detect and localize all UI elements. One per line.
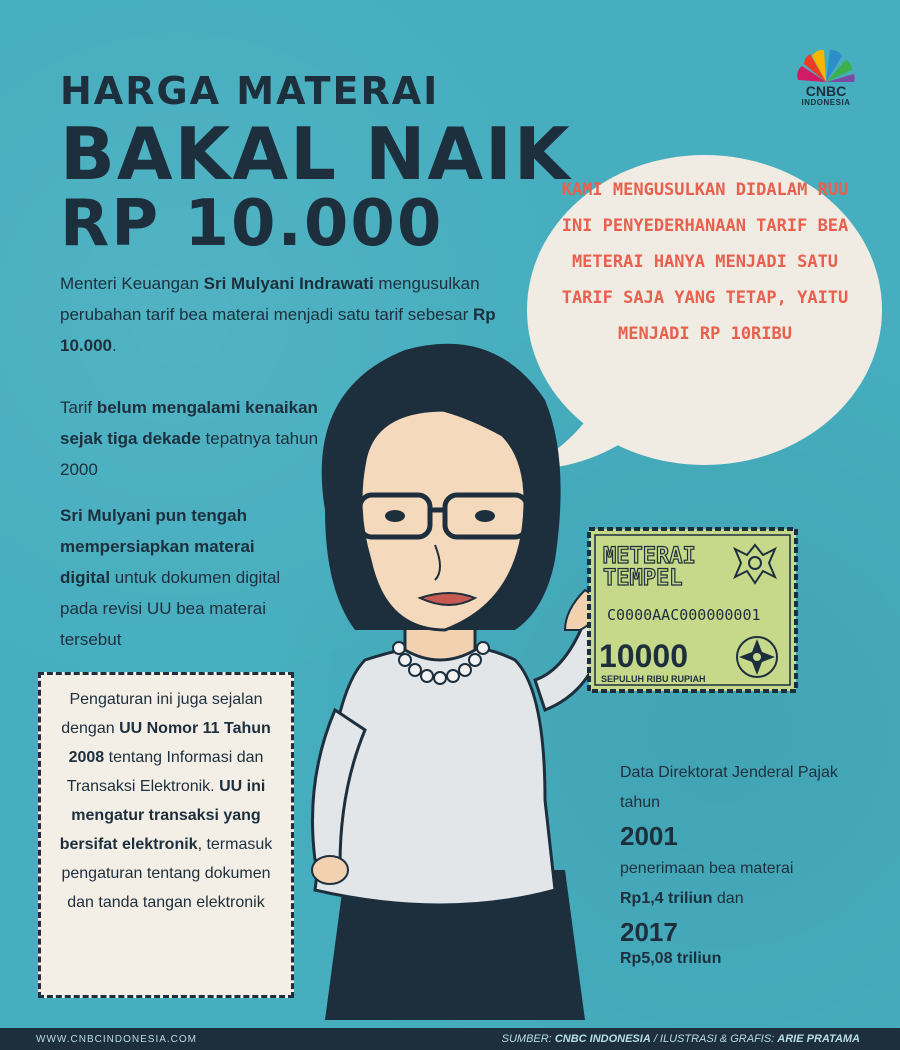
stats-desc: penerimaan bea materai: [620, 860, 794, 877]
stamp-words: SEPULUH RIBU RUPIAH: [601, 674, 706, 684]
footer-credits: SUMBER: CNBC INDONESIA / ILUSTRASI & GRAFIS: ARIE PRATAMA: [501, 1033, 860, 1045]
stats-year-2001: 2001: [620, 821, 678, 851]
tarif-paragraph: Tarif belum mengalami kenaikan sejak tiga dekade tepatnya tahun 2000: [60, 398, 319, 479]
flower-emblem-icon: [737, 637, 777, 677]
minister-illustration: [295, 330, 615, 1030]
logo-subtext: INDONESIA: [801, 98, 851, 107]
stats-panel: [620, 758, 860, 968]
stats-value-2001-line: Rp1,4 triliun dan: [620, 890, 744, 907]
stamp-title-2: TEMPEL: [603, 566, 683, 591]
stats-year-2017: 2017: [620, 917, 678, 947]
speech-bubble-quote: KAMI MENGUSULKAN DIDALAM RUU INI PENYEDERHANAAN TARIF BEA METERAI HANYA MENJADI SATU TARIF SAJA YANG TETAP, YAITU MENJADI RP 10RIBU: [561, 180, 849, 344]
stamp-serial: C0000AAC000000001: [607, 606, 761, 624]
stats-value-2017: Rp5,08 triliun: [620, 950, 722, 967]
title-line-1: HARGA MATERAI: [60, 69, 440, 113]
stats-value-2001: Rp1,4 triliun: [620, 890, 713, 907]
stamp-value: 10000: [599, 638, 688, 674]
meterai-stamp: [585, 525, 800, 695]
footer-website: WWW.CNBCINDONESIA.COM: [36, 1034, 197, 1045]
stamp-title-1: METERAI: [603, 544, 696, 569]
intro-paragraph: Menteri Keuangan Sri Mulyani Indrawati mengusulkan perubahan tarif bea materai menjadi satu tarif sebesar Rp 10.000.: [60, 274, 496, 355]
title-line-2: BAKAL NAIK: [60, 112, 572, 196]
logo-text: CNBC: [805, 83, 847, 99]
law-info-box: Pengaturan ini juga sejalan dengan UU Nomor 11 Tahun 2008 tentang Informasi dan Transaksi Elektronik. UU ini mengatur transaksi yang bersifat elektronik, termasuk pengaturan tentang dokumen dan tanda tangan elektronik: [38, 672, 294, 998]
digital-paragraph: Sri Mulyani pun tengah mempersiapkan materai digital untuk dokumen digital pada revisi UU bea materai tersebut: [60, 506, 281, 649]
stats-intro: Data Direktorat Jenderal Pajak tahun: [620, 764, 838, 811]
title-line-3: RP 10.000: [60, 187, 444, 261]
